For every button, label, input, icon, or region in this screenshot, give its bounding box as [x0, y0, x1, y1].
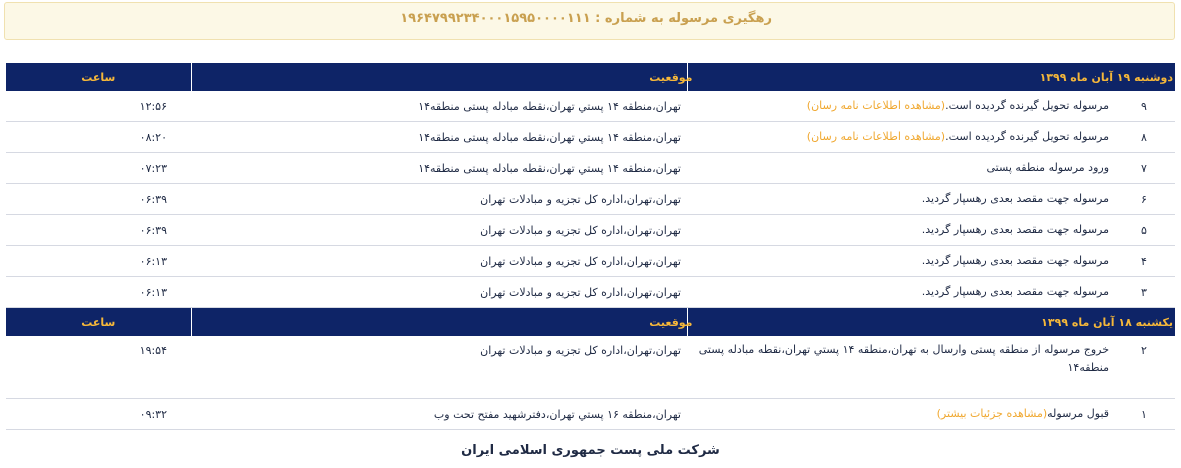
event-location: تهران،منطقه ۱۶ پستي تهران،دفترشهید مفتح تحت وب: [191, 399, 687, 430]
event-row: [6, 215, 1175, 246]
event-number: ۹: [1113, 91, 1175, 122]
details-link[interactable]: (مشاهده جزئیات بیشتر): [936, 407, 1048, 420]
event-description: [687, 184, 1113, 215]
event-number: ۶: [1113, 184, 1175, 215]
event-time: ۰۶:۱۳: [6, 277, 191, 308]
event-description-text: مرسوله جهت مقصد بعدی رهسپار گردید.: [921, 285, 1110, 298]
event-description: [687, 399, 1113, 430]
event-description: [687, 277, 1113, 308]
event-time: ۰۹:۳۲: [6, 399, 191, 430]
location-header: موقعیت: [191, 63, 687, 91]
event-time: ۰۸:۲۰: [6, 122, 191, 153]
event-row: [6, 336, 1175, 399]
event-description-text: مرسوله تحویل گیرنده گردیده است.: [945, 99, 1110, 112]
event-row: [6, 277, 1175, 308]
tracking-number-text: رهگیری مرسوله به شماره : ۱۹۶۴۷۹۹۲۳۴۰۰۰۱۵۹۵۰۰۰۰۱۱۱: [400, 11, 772, 26]
event-location: تهران،تهران،اداره کل تجزیه و مبادلات تهران: [191, 184, 687, 215]
courier-info-link[interactable]: (مشاهده اطلاعات نامه رسان): [806, 99, 946, 112]
event-location: تهران،تهران،اداره کل تجزیه و مبادلات تهران: [191, 336, 687, 399]
event-description: [687, 153, 1113, 184]
event-time: ۰۶:۳۹: [6, 215, 191, 246]
event-description-text: مرسوله تحویل گیرنده گردیده است.: [945, 130, 1110, 143]
footer-company-name: شرکت ملی پست جمهوری اسلامی ایران: [461, 443, 720, 458]
event-description-text: مرسوله جهت مقصد بعدی رهسپار گردید.: [921, 254, 1110, 267]
event-number: ۸: [1113, 122, 1175, 153]
event-number: ۳: [1113, 277, 1175, 308]
tracking-banner: [4, 2, 1175, 40]
event-location: تهران،منطقه ۱۴ پستي تهران،نقطه مبادله پستی منطقه۱۴: [191, 122, 687, 153]
event-description-text: ورود مرسوله منطقه پستی: [986, 161, 1110, 174]
event-description: [687, 246, 1113, 277]
day-header-row: [6, 63, 1175, 91]
event-number: ۵: [1113, 215, 1175, 246]
tracking-table: [6, 63, 1175, 430]
event-row: [6, 246, 1175, 277]
event-location: تهران،تهران،اداره کل تجزیه و مبادلات تهران: [191, 277, 687, 308]
event-row: [6, 153, 1175, 184]
event-number: ۱: [1113, 399, 1175, 430]
event-location: تهران،منطقه ۱۴ پستي تهران،نقطه مبادله پستی منطقه۱۴: [191, 91, 687, 122]
event-description-text: خروج مرسوله از منطقه پستی وارسال به تهران،منطقه ۱۴ پستي تهران،نقطه مبادله پستی منطقه۱۴: [698, 343, 1110, 374]
event-time: ۱۲:۵۶: [6, 91, 191, 122]
event-number: ۲: [1113, 336, 1175, 399]
event-row: [6, 399, 1175, 430]
event-row: [6, 122, 1175, 153]
event-row: [6, 184, 1175, 215]
event-time: ۰۶:۱۳: [6, 246, 191, 277]
event-number: ۴: [1113, 246, 1175, 277]
day-date: یکشنبه ۱۸ آبان ماه ۱۳۹۹: [687, 308, 1175, 337]
event-description: [687, 336, 1113, 399]
event-location: تهران،منطقه ۱۴ پستي تهران،نقطه مبادله پستی منطقه۱۴: [191, 153, 687, 184]
event-number: ۷: [1113, 153, 1175, 184]
event-time: ۱۹:۵۴: [6, 336, 191, 399]
event-row: [6, 91, 1175, 122]
time-header: ساعت: [6, 63, 191, 91]
event-location: تهران،تهران،اداره کل تجزیه و مبادلات تهران: [191, 215, 687, 246]
event-time: ۰۷:۲۳: [6, 153, 191, 184]
event-time: ۰۶:۳۹: [6, 184, 191, 215]
event-description-text: قبول مرسوله: [1047, 407, 1110, 420]
event-description-text: مرسوله جهت مقصد بعدی رهسپار گردید.: [921, 223, 1110, 236]
event-description: [687, 215, 1113, 246]
event-location: تهران،تهران،اداره کل تجزیه و مبادلات تهران: [191, 246, 687, 277]
event-description: [687, 122, 1113, 153]
time-header: ساعت: [6, 308, 191, 337]
day-date: دوشنبه ۱۹ آبان ماه ۱۳۹۹: [687, 63, 1175, 91]
tracking-table-body: [6, 63, 1175, 430]
day-header-row: [6, 308, 1175, 337]
courier-info-link[interactable]: (مشاهده اطلاعات نامه رسان): [806, 130, 946, 143]
event-description-text: مرسوله جهت مقصد بعدی رهسپار گردید.: [921, 192, 1110, 205]
location-header: موقعیت: [191, 308, 687, 337]
event-description: [687, 91, 1113, 122]
